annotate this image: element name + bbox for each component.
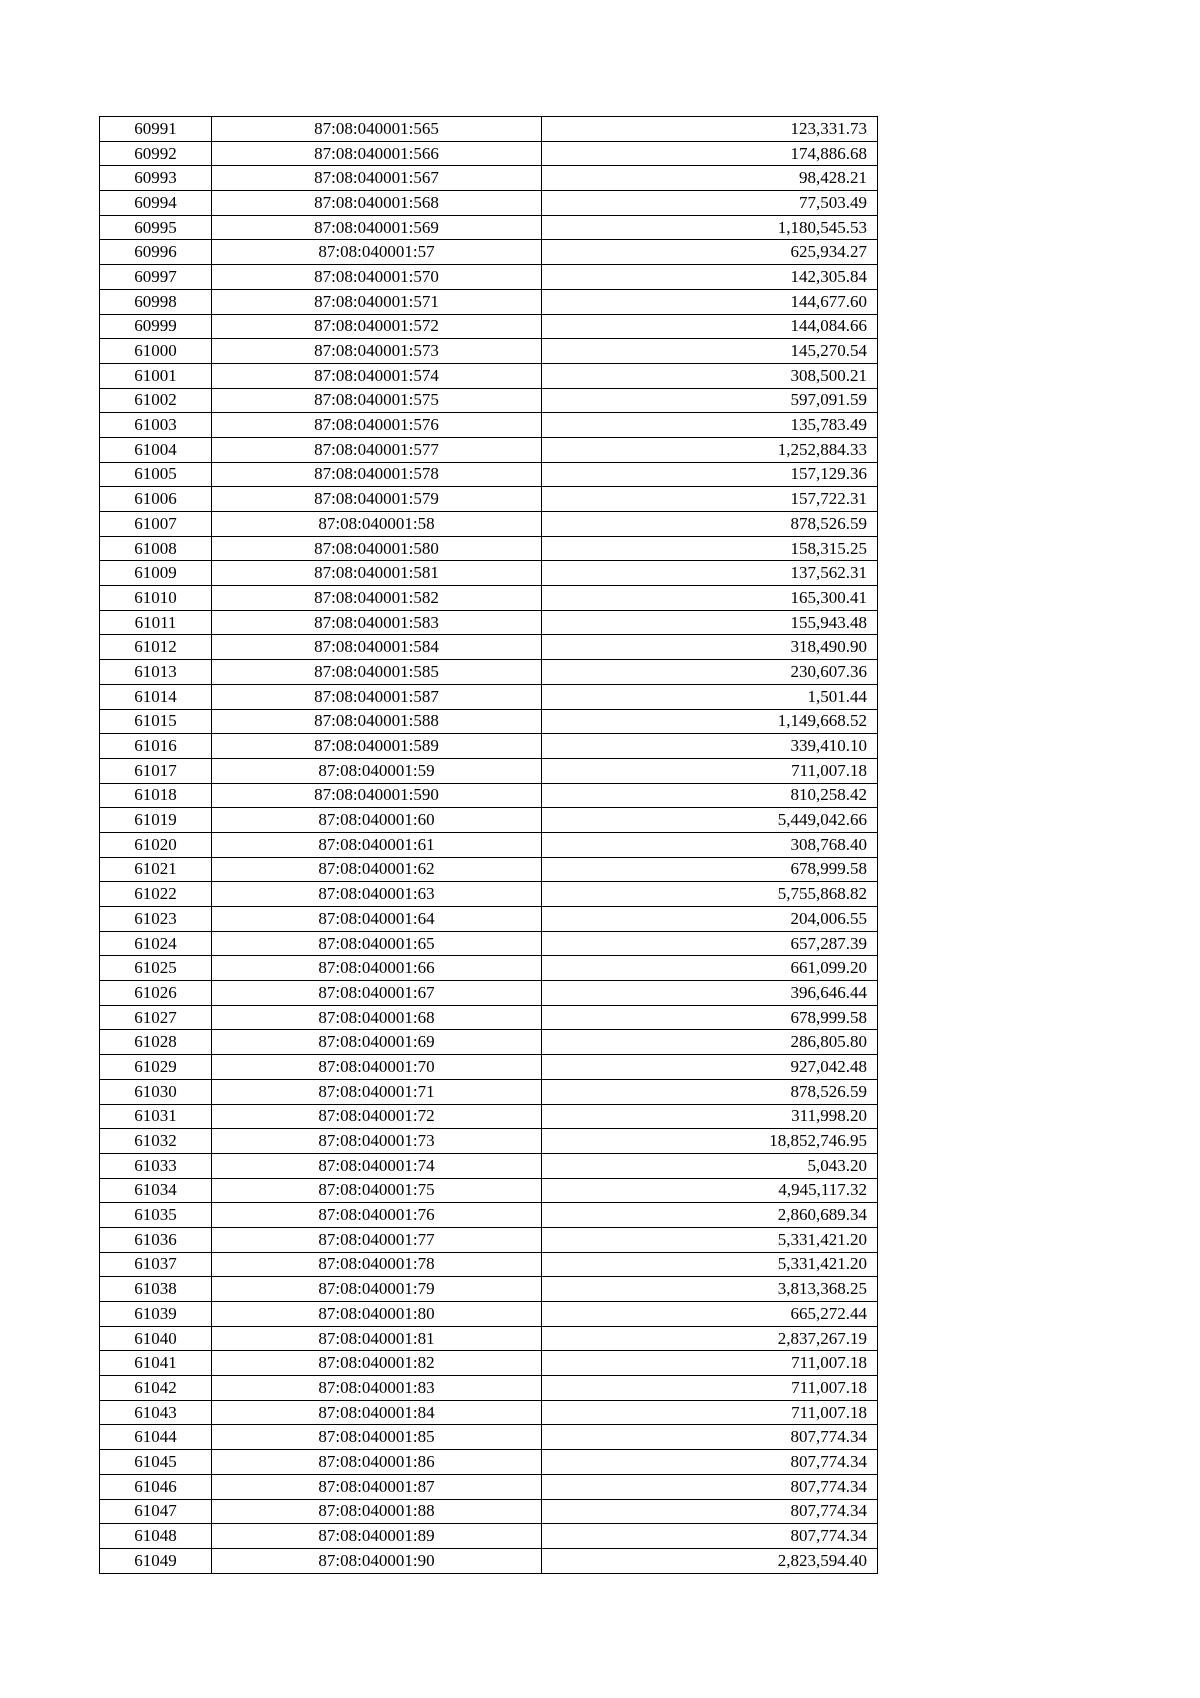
row-number-cell: 61039 bbox=[100, 1302, 212, 1327]
row-number-cell: 61005 bbox=[100, 462, 212, 487]
row-number-cell: 61006 bbox=[100, 487, 212, 512]
value-cell: 807,774.34 bbox=[542, 1450, 878, 1475]
row-number-cell: 61032 bbox=[100, 1129, 212, 1154]
cadastral-number-cell: 87:08:040001:77 bbox=[212, 1227, 542, 1252]
table-row bbox=[100, 1055, 878, 1080]
cadastral-number-cell: 87:08:040001:571 bbox=[212, 289, 542, 314]
table-row bbox=[100, 1474, 878, 1499]
cadastral-number-cell: 87:08:040001:58 bbox=[212, 512, 542, 537]
row-number-cell: 61011 bbox=[100, 610, 212, 635]
table-row bbox=[100, 734, 878, 759]
cadastral-number-cell: 87:08:040001:69 bbox=[212, 1030, 542, 1055]
row-number-cell: 60993 bbox=[100, 166, 212, 191]
value-cell: 311,998.20 bbox=[542, 1104, 878, 1129]
table-row bbox=[100, 832, 878, 857]
row-number-cell: 61018 bbox=[100, 783, 212, 808]
row-number-cell: 61009 bbox=[100, 561, 212, 586]
table-row bbox=[100, 1227, 878, 1252]
value-cell: 157,129.36 bbox=[542, 462, 878, 487]
row-number-cell: 61047 bbox=[100, 1499, 212, 1524]
table-row bbox=[100, 166, 878, 191]
cadastral-number-cell: 87:08:040001:580 bbox=[212, 536, 542, 561]
table-row bbox=[100, 437, 878, 462]
value-cell: 1,180,545.53 bbox=[542, 215, 878, 240]
value-cell: 807,774.34 bbox=[542, 1474, 878, 1499]
table-row bbox=[100, 388, 878, 413]
table-row bbox=[100, 215, 878, 240]
table-row bbox=[100, 561, 878, 586]
value-cell: 711,007.18 bbox=[542, 758, 878, 783]
table-row bbox=[100, 413, 878, 438]
row-number-cell: 60992 bbox=[100, 141, 212, 166]
table-row bbox=[100, 1104, 878, 1129]
cadastral-number-cell: 87:08:040001:68 bbox=[212, 1005, 542, 1030]
value-cell: 144,677.60 bbox=[542, 289, 878, 314]
cadastral-number-cell: 87:08:040001:73 bbox=[212, 1129, 542, 1154]
table-row bbox=[100, 1153, 878, 1178]
table-row bbox=[100, 512, 878, 537]
cadastral-number-cell: 87:08:040001:65 bbox=[212, 931, 542, 956]
value-cell: 18,852,746.95 bbox=[542, 1129, 878, 1154]
cadastral-number-cell: 87:08:040001:588 bbox=[212, 709, 542, 734]
table-row bbox=[100, 1079, 878, 1104]
table-row bbox=[100, 1400, 878, 1425]
cadastral-number-cell: 87:08:040001:82 bbox=[212, 1351, 542, 1376]
cadastral-number-cell: 87:08:040001:587 bbox=[212, 684, 542, 709]
cadastral-number-cell: 87:08:040001:85 bbox=[212, 1425, 542, 1450]
row-number-cell: 60996 bbox=[100, 240, 212, 265]
cadastral-number-cell: 87:08:040001:67 bbox=[212, 981, 542, 1006]
cadastral-number-cell: 87:08:040001:574 bbox=[212, 363, 542, 388]
cadastral-number-cell: 87:08:040001:76 bbox=[212, 1203, 542, 1228]
table-row bbox=[100, 1302, 878, 1327]
cadastral-number-cell: 87:08:040001:83 bbox=[212, 1376, 542, 1401]
table-row bbox=[100, 191, 878, 216]
table-row bbox=[100, 1030, 878, 1055]
cadastral-number-cell: 87:08:040001:59 bbox=[212, 758, 542, 783]
cadastral-number-cell: 87:08:040001:78 bbox=[212, 1252, 542, 1277]
table-row bbox=[100, 1252, 878, 1277]
cadastral-number-cell: 87:08:040001:582 bbox=[212, 586, 542, 611]
row-number-cell: 61014 bbox=[100, 684, 212, 709]
row-number-cell: 61020 bbox=[100, 832, 212, 857]
table-row bbox=[100, 1548, 878, 1573]
cadastral-number-cell: 87:08:040001:577 bbox=[212, 437, 542, 462]
table-row bbox=[100, 857, 878, 882]
value-cell: 318,490.90 bbox=[542, 635, 878, 660]
value-cell: 142,305.84 bbox=[542, 265, 878, 290]
value-cell: 308,768.40 bbox=[542, 832, 878, 857]
table-row bbox=[100, 931, 878, 956]
cadastral-number-cell: 87:08:040001:570 bbox=[212, 265, 542, 290]
row-number-cell: 61031 bbox=[100, 1104, 212, 1129]
table-row bbox=[100, 758, 878, 783]
row-number-cell: 61048 bbox=[100, 1524, 212, 1549]
value-cell: 145,270.54 bbox=[542, 339, 878, 364]
cadastral-number-cell: 87:08:040001:573 bbox=[212, 339, 542, 364]
table-row bbox=[100, 1524, 878, 1549]
row-number-cell: 61013 bbox=[100, 660, 212, 685]
row-number-cell: 61030 bbox=[100, 1079, 212, 1104]
cadastral-number-cell: 87:08:040001:74 bbox=[212, 1153, 542, 1178]
value-cell: 4,945,117.32 bbox=[542, 1178, 878, 1203]
value-cell: 625,934.27 bbox=[542, 240, 878, 265]
row-number-cell: 61008 bbox=[100, 536, 212, 561]
table-row bbox=[100, 660, 878, 685]
row-number-cell: 61004 bbox=[100, 437, 212, 462]
cadastral-number-cell: 87:08:040001:70 bbox=[212, 1055, 542, 1080]
table-row bbox=[100, 956, 878, 981]
value-cell: 5,755,868.82 bbox=[542, 882, 878, 907]
table-row bbox=[100, 314, 878, 339]
value-cell: 5,449,042.66 bbox=[542, 808, 878, 833]
table-row bbox=[100, 882, 878, 907]
row-number-cell: 61017 bbox=[100, 758, 212, 783]
cadastral-number-cell: 87:08:040001:62 bbox=[212, 857, 542, 882]
table-row bbox=[100, 586, 878, 611]
value-cell: 2,837,267.19 bbox=[542, 1326, 878, 1351]
table-row bbox=[100, 141, 878, 166]
cadastral-number-cell: 87:08:040001:60 bbox=[212, 808, 542, 833]
row-number-cell: 61025 bbox=[100, 956, 212, 981]
cadastral-number-cell: 87:08:040001:585 bbox=[212, 660, 542, 685]
cadastral-number-cell: 87:08:040001:75 bbox=[212, 1178, 542, 1203]
row-number-cell: 61026 bbox=[100, 981, 212, 1006]
cadastral-number-cell: 87:08:040001:72 bbox=[212, 1104, 542, 1129]
cadastral-number-cell: 87:08:040001:79 bbox=[212, 1277, 542, 1302]
cadastral-number-cell: 87:08:040001:71 bbox=[212, 1079, 542, 1104]
row-number-cell: 61033 bbox=[100, 1153, 212, 1178]
value-cell: 807,774.34 bbox=[542, 1524, 878, 1549]
cadastral-number-cell: 87:08:040001:581 bbox=[212, 561, 542, 586]
row-number-cell: 61029 bbox=[100, 1055, 212, 1080]
table-row bbox=[100, 783, 878, 808]
cadastral-number-cell: 87:08:040001:90 bbox=[212, 1548, 542, 1573]
value-cell: 135,783.49 bbox=[542, 413, 878, 438]
value-cell: 3,813,368.25 bbox=[542, 1277, 878, 1302]
row-number-cell: 61012 bbox=[100, 635, 212, 660]
table-row bbox=[100, 1376, 878, 1401]
table-row bbox=[100, 1178, 878, 1203]
row-number-cell: 61049 bbox=[100, 1548, 212, 1573]
cadastral-number-cell: 87:08:040001:572 bbox=[212, 314, 542, 339]
value-cell: 144,084.66 bbox=[542, 314, 878, 339]
value-cell: 339,410.10 bbox=[542, 734, 878, 759]
value-cell: 137,562.31 bbox=[542, 561, 878, 586]
cadastral-value-table bbox=[99, 116, 878, 1574]
table-body bbox=[100, 117, 878, 1574]
value-cell: 123,331.73 bbox=[542, 117, 878, 142]
value-cell: 807,774.34 bbox=[542, 1425, 878, 1450]
table-row bbox=[100, 610, 878, 635]
cadastral-number-cell: 87:08:040001:61 bbox=[212, 832, 542, 857]
row-number-cell: 61016 bbox=[100, 734, 212, 759]
cadastral-number-cell: 87:08:040001:566 bbox=[212, 141, 542, 166]
value-cell: 5,331,421.20 bbox=[542, 1227, 878, 1252]
row-number-cell: 60991 bbox=[100, 117, 212, 142]
table-row bbox=[100, 684, 878, 709]
table-row bbox=[100, 907, 878, 932]
cadastral-number-cell: 87:08:040001:80 bbox=[212, 1302, 542, 1327]
value-cell: 665,272.44 bbox=[542, 1302, 878, 1327]
value-cell: 927,042.48 bbox=[542, 1055, 878, 1080]
table-row bbox=[100, 1005, 878, 1030]
cadastral-number-cell: 87:08:040001:579 bbox=[212, 487, 542, 512]
cadastral-number-cell: 87:08:040001:578 bbox=[212, 462, 542, 487]
table-row bbox=[100, 487, 878, 512]
value-cell: 711,007.18 bbox=[542, 1351, 878, 1376]
value-cell: 1,501.44 bbox=[542, 684, 878, 709]
row-number-cell: 61000 bbox=[100, 339, 212, 364]
row-number-cell: 61034 bbox=[100, 1178, 212, 1203]
value-cell: 878,526.59 bbox=[542, 1079, 878, 1104]
cadastral-number-cell: 87:08:040001:63 bbox=[212, 882, 542, 907]
table-row bbox=[100, 339, 878, 364]
value-cell: 807,774.34 bbox=[542, 1499, 878, 1524]
row-number-cell: 61046 bbox=[100, 1474, 212, 1499]
cadastral-number-cell: 87:08:040001:81 bbox=[212, 1326, 542, 1351]
row-number-cell: 61007 bbox=[100, 512, 212, 537]
value-cell: 2,860,689.34 bbox=[542, 1203, 878, 1228]
row-number-cell: 61015 bbox=[100, 709, 212, 734]
row-number-cell: 61036 bbox=[100, 1227, 212, 1252]
value-cell: 661,099.20 bbox=[542, 956, 878, 981]
row-number-cell: 61037 bbox=[100, 1252, 212, 1277]
row-number-cell: 61002 bbox=[100, 388, 212, 413]
table-row bbox=[100, 536, 878, 561]
row-number-cell: 61042 bbox=[100, 1376, 212, 1401]
cadastral-number-cell: 87:08:040001:84 bbox=[212, 1400, 542, 1425]
row-number-cell: 60999 bbox=[100, 314, 212, 339]
cadastral-number-cell: 87:08:040001:567 bbox=[212, 166, 542, 191]
value-cell: 204,006.55 bbox=[542, 907, 878, 932]
value-cell: 98,428.21 bbox=[542, 166, 878, 191]
cadastral-number-cell: 87:08:040001:583 bbox=[212, 610, 542, 635]
table-row bbox=[100, 265, 878, 290]
table-row bbox=[100, 1499, 878, 1524]
value-cell: 2,823,594.40 bbox=[542, 1548, 878, 1573]
row-number-cell: 61019 bbox=[100, 808, 212, 833]
table-row bbox=[100, 1326, 878, 1351]
value-cell: 1,252,884.33 bbox=[542, 437, 878, 462]
value-cell: 174,886.68 bbox=[542, 141, 878, 166]
value-cell: 308,500.21 bbox=[542, 363, 878, 388]
cadastral-number-cell: 87:08:040001:575 bbox=[212, 388, 542, 413]
table-row bbox=[100, 1425, 878, 1450]
cadastral-number-cell: 87:08:040001:57 bbox=[212, 240, 542, 265]
value-cell: 657,287.39 bbox=[542, 931, 878, 956]
value-cell: 878,526.59 bbox=[542, 512, 878, 537]
cadastral-number-cell: 87:08:040001:568 bbox=[212, 191, 542, 216]
table-row bbox=[100, 808, 878, 833]
row-number-cell: 61023 bbox=[100, 907, 212, 932]
row-number-cell: 61001 bbox=[100, 363, 212, 388]
table-row bbox=[100, 363, 878, 388]
row-number-cell: 61045 bbox=[100, 1450, 212, 1475]
cadastral-number-cell: 87:08:040001:590 bbox=[212, 783, 542, 808]
row-number-cell: 61010 bbox=[100, 586, 212, 611]
cadastral-number-cell: 87:08:040001:64 bbox=[212, 907, 542, 932]
cadastral-number-cell: 87:08:040001:569 bbox=[212, 215, 542, 240]
value-cell: 155,943.48 bbox=[542, 610, 878, 635]
value-cell: 396,646.44 bbox=[542, 981, 878, 1006]
row-number-cell: 61038 bbox=[100, 1277, 212, 1302]
value-cell: 678,999.58 bbox=[542, 857, 878, 882]
value-cell: 165,300.41 bbox=[542, 586, 878, 611]
table-row bbox=[100, 1277, 878, 1302]
row-number-cell: 61035 bbox=[100, 1203, 212, 1228]
value-cell: 230,607.36 bbox=[542, 660, 878, 685]
value-cell: 5,331,421.20 bbox=[542, 1252, 878, 1277]
row-number-cell: 61027 bbox=[100, 1005, 212, 1030]
value-cell: 810,258.42 bbox=[542, 783, 878, 808]
table-row bbox=[100, 1203, 878, 1228]
row-number-cell: 61043 bbox=[100, 1400, 212, 1425]
cadastral-number-cell: 87:08:040001:576 bbox=[212, 413, 542, 438]
value-cell: 5,043.20 bbox=[542, 1153, 878, 1178]
row-number-cell: 61041 bbox=[100, 1351, 212, 1376]
row-number-cell: 61040 bbox=[100, 1326, 212, 1351]
table-row bbox=[100, 635, 878, 660]
cadastral-number-cell: 87:08:040001:66 bbox=[212, 956, 542, 981]
row-number-cell: 60995 bbox=[100, 215, 212, 240]
row-number-cell: 61028 bbox=[100, 1030, 212, 1055]
row-number-cell: 61021 bbox=[100, 857, 212, 882]
value-cell: 286,805.80 bbox=[542, 1030, 878, 1055]
table-row bbox=[100, 1450, 878, 1475]
row-number-cell: 61024 bbox=[100, 931, 212, 956]
row-number-cell: 61022 bbox=[100, 882, 212, 907]
table-row bbox=[100, 1351, 878, 1376]
cadastral-number-cell: 87:08:040001:589 bbox=[212, 734, 542, 759]
table-row bbox=[100, 1129, 878, 1154]
row-number-cell: 61003 bbox=[100, 413, 212, 438]
value-cell: 77,503.49 bbox=[542, 191, 878, 216]
table-row bbox=[100, 240, 878, 265]
cadastral-number-cell: 87:08:040001:88 bbox=[212, 1499, 542, 1524]
value-cell: 711,007.18 bbox=[542, 1376, 878, 1401]
cadastral-number-cell: 87:08:040001:89 bbox=[212, 1524, 542, 1549]
table-row bbox=[100, 289, 878, 314]
row-number-cell: 60997 bbox=[100, 265, 212, 290]
value-cell: 597,091.59 bbox=[542, 388, 878, 413]
value-cell: 158,315.25 bbox=[542, 536, 878, 561]
table-row bbox=[100, 709, 878, 734]
value-cell: 1,149,668.52 bbox=[542, 709, 878, 734]
value-cell: 711,007.18 bbox=[542, 1400, 878, 1425]
row-number-cell: 60998 bbox=[100, 289, 212, 314]
table-row bbox=[100, 981, 878, 1006]
row-number-cell: 60994 bbox=[100, 191, 212, 216]
cadastral-number-cell: 87:08:040001:584 bbox=[212, 635, 542, 660]
value-cell: 157,722.31 bbox=[542, 487, 878, 512]
row-number-cell: 61044 bbox=[100, 1425, 212, 1450]
table-row bbox=[100, 117, 878, 142]
table-row bbox=[100, 462, 878, 487]
value-cell: 678,999.58 bbox=[542, 1005, 878, 1030]
cadastral-number-cell: 87:08:040001:565 bbox=[212, 117, 542, 142]
cadastral-number-cell: 87:08:040001:86 bbox=[212, 1450, 542, 1475]
cadastral-number-cell: 87:08:040001:87 bbox=[212, 1474, 542, 1499]
